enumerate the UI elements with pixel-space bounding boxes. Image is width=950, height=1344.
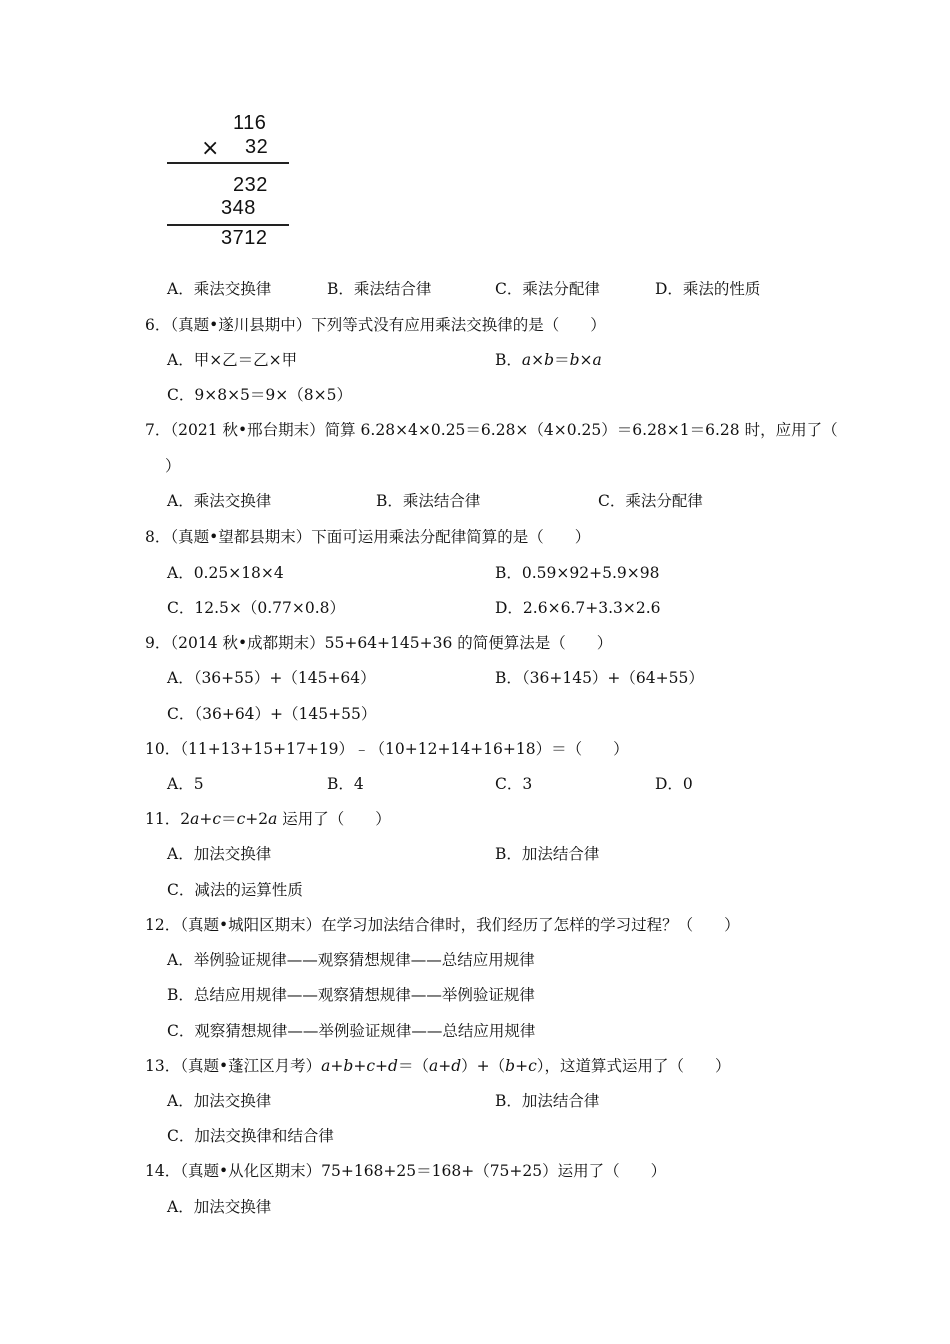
q8-option-c: C．12.5×（0.77×0.8） xyxy=(167,599,346,617)
q8-option-d: D．2.6×6.7+3.3×2.6 xyxy=(495,599,661,617)
q12-stem: 12．（真题•城阳区期末）在学习加法结合律时，我们经历了怎样的学习过程？（ ） xyxy=(145,916,740,934)
q7-stem: 7．（2021 秋•邢台期末）简算 6.28×4×0.25＝6.28×（4×0.25）＝6.28×1＝6.28 时，应用了（ xyxy=(145,421,838,439)
q11-option-c: C．减法的运算性质 xyxy=(167,881,303,899)
q11-stem: 11．2a+c＝c+2a 运用了（ ） xyxy=(145,810,391,828)
q12-option-b: B．总结应用规律——观察猜想规律——举例验证规律 xyxy=(167,986,535,1004)
q7-option-a: A．乘法交换律 xyxy=(167,492,272,510)
q7-option-b: B．乘法结合律 xyxy=(376,492,481,510)
q5-option-b: B．乘法结合律 xyxy=(327,280,432,298)
q7-option-c: C．乘法分配律 xyxy=(598,492,703,510)
q11-option-b: B．加法结合律 xyxy=(495,845,600,863)
q9-option-a: A．（36+55）+（145+64） xyxy=(167,669,376,687)
q9-stem: 9．（2014 秋•成都期末）55+64+145+36 的简便算法是（ ） xyxy=(145,634,613,652)
product-result: 3712 xyxy=(221,227,268,249)
q14-stem: 14．（真题•从化区期末）75+168+25＝168+（75+25）运用了（ ） xyxy=(145,1162,667,1180)
q6-option-b: B．a×b＝b×a xyxy=(495,351,602,369)
q7-stem-continuation: ） xyxy=(165,457,181,475)
q13-option-c: C．加法交换律和结合律 xyxy=(167,1127,334,1145)
q9-option-b: B．（36+145）+（64+55） xyxy=(495,669,704,687)
q6-stem: 6．（真题•遂川县期中）下列等式没有应用乘法交换律的是（ ） xyxy=(145,316,606,334)
q10-option-a: A．5 xyxy=(167,775,204,793)
times-sign: × xyxy=(201,136,220,161)
vertical-multiplication xyxy=(165,112,290,257)
q5-option-a: A．乘法交换律 xyxy=(167,280,272,298)
multiplier: 32 xyxy=(245,136,269,158)
multiplicand: 116 xyxy=(233,112,267,134)
partial-product-1: 232 xyxy=(233,174,268,196)
q5-option-d: D．乘法的性质 xyxy=(655,280,761,298)
q6-option-a: A．甲×乙＝乙×甲 xyxy=(167,351,298,369)
q6-option-c: C．9×8×5＝9×（8×5） xyxy=(167,386,352,404)
q10-option-b: B．4 xyxy=(327,775,364,793)
divider-line xyxy=(167,162,289,164)
q10-option-d: D．0 xyxy=(655,775,693,793)
q13-stem: 13．（真题•蓬江区月考）a+b+c+d＝（a+d）+（b+c），这道算式运用了（ ） xyxy=(145,1057,731,1075)
q10-option-c: C．3 xyxy=(495,775,533,793)
q11-option-a: A．加法交换律 xyxy=(167,845,272,863)
divider-line xyxy=(167,224,289,226)
q10-stem: 10．（11+13+15+17+19）﹣（10+12+14+16+18）＝（ ） xyxy=(145,740,629,758)
partial-product-2: 348 xyxy=(221,197,256,219)
q8-stem: 8．（真题•望都县期末）下面可运用乘法分配律简算的是（ ） xyxy=(145,528,591,546)
q13-option-b: B．加法结合律 xyxy=(495,1092,600,1110)
q12-option-a: A．举例验证规律——观察猜想规律——总结应用规律 xyxy=(167,951,535,969)
q13-option-a: A．加法交换律 xyxy=(167,1092,272,1110)
q9-option-c: C．（36+64）+（145+55） xyxy=(167,705,377,723)
q12-option-c: C．观察猜想规律——举例验证规律——总结应用规律 xyxy=(167,1022,536,1040)
q5-option-c: C．乘法分配律 xyxy=(495,280,600,298)
q8-option-b: B．0.59×92+5.9×98 xyxy=(495,564,660,582)
q14-option-a: A．加法交换律 xyxy=(167,1198,272,1216)
q8-option-a: A．0.25×18×4 xyxy=(167,564,284,582)
